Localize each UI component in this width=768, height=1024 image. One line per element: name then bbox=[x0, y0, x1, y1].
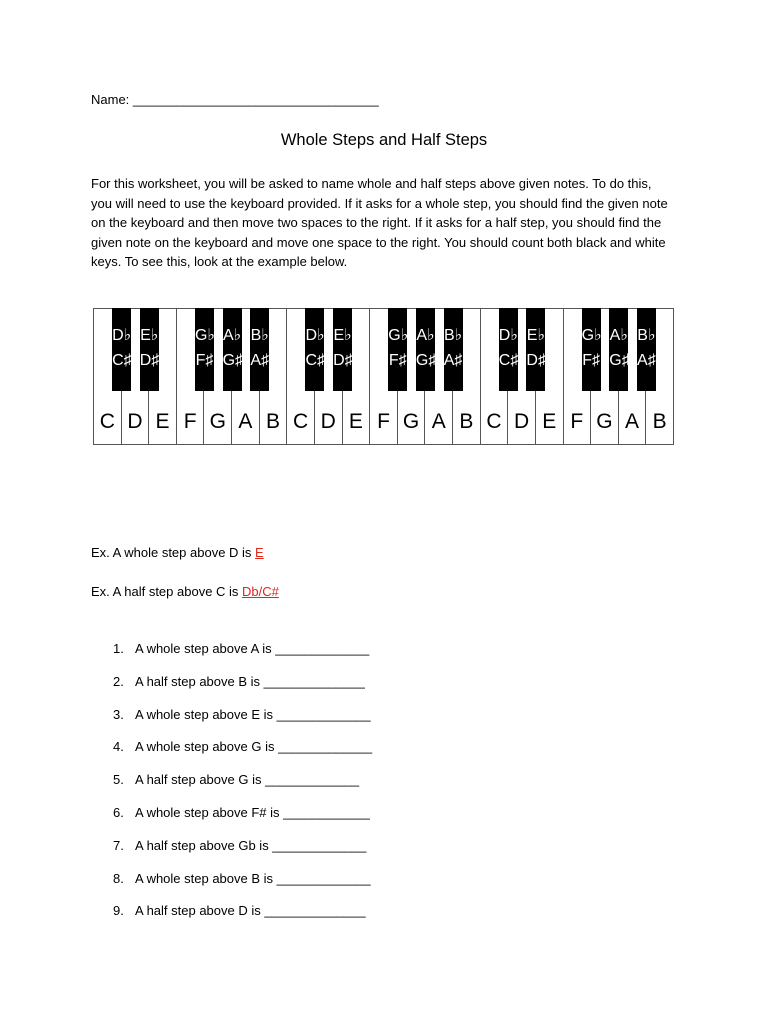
black-key bbox=[305, 308, 324, 391]
page-title: Whole Steps and Half Steps bbox=[280, 131, 488, 149]
black-key-flat-label: D♭ bbox=[498, 327, 518, 344]
black-key-sharp-label: A♯ bbox=[443, 352, 463, 369]
question-number: 7. bbox=[113, 837, 124, 853]
question-item bbox=[113, 871, 372, 904]
question-text: A whole step above B is _____________ bbox=[135, 870, 371, 886]
white-key-label: G bbox=[402, 410, 420, 433]
black-key-flat-label: A♭ bbox=[609, 327, 628, 344]
black-key bbox=[223, 308, 242, 391]
white-key-label: A bbox=[431, 410, 446, 433]
black-key bbox=[637, 308, 656, 391]
question-text: A whole step above G is _____________ bbox=[135, 739, 373, 755]
black-key-sharp-label: F♯ bbox=[388, 352, 407, 369]
black-key bbox=[112, 308, 131, 391]
white-key-label: G bbox=[596, 410, 613, 433]
black-key-flat-label: G♭ bbox=[581, 327, 602, 344]
black-key bbox=[388, 308, 407, 391]
question-item bbox=[113, 805, 372, 838]
black-key-flat-label: A♭ bbox=[416, 327, 435, 344]
white-key-label: D bbox=[514, 410, 530, 433]
black-key-sharp-label: D♯ bbox=[139, 352, 160, 369]
question-text: A whole step above E is _____________ bbox=[135, 706, 371, 722]
black-key-sharp-label: C♯ bbox=[112, 352, 132, 369]
question-text: A half step above G is _____________ bbox=[135, 772, 360, 788]
black-key-sharp-label: F♯ bbox=[195, 352, 214, 369]
white-key-label: B bbox=[266, 410, 281, 433]
white-key-label: E bbox=[348, 410, 363, 433]
white-key-label: F bbox=[570, 410, 584, 433]
white-key-label: D bbox=[320, 410, 336, 433]
example-1 bbox=[91, 545, 264, 560]
question-number: 4. bbox=[113, 739, 124, 755]
black-key-flat-label: D♭ bbox=[112, 327, 132, 344]
question-item bbox=[113, 739, 372, 772]
black-key bbox=[609, 308, 628, 391]
black-key bbox=[333, 308, 352, 391]
black-key-sharp-label: G♯ bbox=[222, 352, 244, 369]
black-key-flat-label: E♭ bbox=[526, 327, 545, 344]
black-key bbox=[416, 308, 435, 391]
question-item bbox=[113, 641, 372, 674]
question-number: 2. bbox=[113, 673, 124, 689]
question-number: 6. bbox=[113, 804, 124, 820]
black-key-flat-label: D♭ bbox=[305, 327, 325, 344]
white-key-label: C bbox=[293, 410, 309, 433]
question-item bbox=[113, 903, 372, 936]
name-line: Name: __________________________________ bbox=[91, 92, 379, 107]
question-list bbox=[113, 641, 372, 936]
black-key-sharp-label: C♯ bbox=[305, 352, 325, 369]
black-key bbox=[250, 308, 269, 391]
white-key-label: C bbox=[486, 410, 502, 433]
white-key-label: B bbox=[652, 410, 667, 433]
black-key-flat-label: G♭ bbox=[194, 327, 215, 344]
white-key-label: A bbox=[238, 410, 253, 433]
white-key-label: A bbox=[625, 410, 640, 433]
white-key-label: G bbox=[209, 410, 226, 433]
example-1-answer: E bbox=[255, 545, 264, 560]
example-2 bbox=[91, 584, 279, 599]
black-key-sharp-label: F♯ bbox=[582, 352, 601, 369]
piano-keyboard bbox=[94, 308, 674, 447]
white-key-label: F bbox=[377, 410, 390, 433]
white-key-label: F bbox=[183, 410, 197, 433]
question-text: A half step above Gb is _____________ bbox=[135, 837, 367, 853]
black-key bbox=[526, 308, 545, 391]
white-key-label: B bbox=[459, 410, 474, 433]
black-key-flat-label: B♭ bbox=[250, 327, 269, 344]
question-item bbox=[113, 838, 372, 871]
question-number: 3. bbox=[113, 706, 124, 722]
question-text: A whole step above F# is ____________ bbox=[135, 804, 370, 820]
black-key-flat-label: G♭ bbox=[388, 327, 409, 344]
black-key-sharp-label: A♯ bbox=[250, 352, 270, 369]
black-key-sharp-label: D♯ bbox=[333, 352, 353, 369]
black-key-flat-label: E♭ bbox=[140, 327, 159, 344]
white-key-label: E bbox=[155, 410, 170, 433]
question-number: 8. bbox=[113, 870, 124, 886]
question-number: 1. bbox=[113, 641, 124, 656]
black-key-sharp-label: A♯ bbox=[637, 352, 656, 369]
black-key-flat-label: E♭ bbox=[333, 327, 352, 344]
question-item bbox=[113, 707, 372, 740]
black-key bbox=[195, 308, 214, 391]
black-key-flat-label: B♭ bbox=[637, 327, 656, 344]
black-key-flat-label: A♭ bbox=[222, 327, 242, 344]
white-key-label: D bbox=[127, 410, 143, 433]
black-key-sharp-label: G♯ bbox=[415, 352, 437, 369]
question-text: A whole step above A is _____________ bbox=[135, 641, 370, 656]
example-1-text: Ex. A whole step above D is bbox=[91, 545, 256, 560]
black-key bbox=[444, 308, 463, 391]
black-key bbox=[582, 308, 601, 391]
question-text: A half step above D is ______________ bbox=[135, 903, 366, 919]
example-2-answer: Db/C# bbox=[242, 584, 279, 599]
black-key bbox=[499, 308, 518, 391]
question-item bbox=[113, 674, 372, 707]
black-key-sharp-label: C♯ bbox=[498, 352, 519, 369]
black-key-flat-label: B♭ bbox=[443, 327, 463, 344]
black-key-sharp-label: G♯ bbox=[609, 352, 630, 369]
white-key-label: E bbox=[542, 410, 557, 433]
question-text: A half step above B is ______________ bbox=[135, 673, 365, 689]
white-key-label: C bbox=[99, 410, 115, 433]
question-item bbox=[113, 772, 372, 805]
black-key bbox=[140, 308, 159, 391]
intro-paragraph: For this worksheet, you will be asked to name whole and half steps above given notes. To do this, you will need to use the keyboard provided. If it asks for a whole step, you should find the given note on the keyboard and then move two spaces to the right. If it asks for a half step, you should find the given note on the keyboard and move one space to the right. You should count both black and white keys. To see this, look at the example below. bbox=[91, 176, 668, 269]
question-number: 5. bbox=[113, 772, 124, 788]
black-key-sharp-label: D♯ bbox=[526, 352, 546, 369]
example-2-text: Ex. A half step above C is bbox=[91, 584, 243, 599]
question-number: 9. bbox=[113, 903, 124, 919]
